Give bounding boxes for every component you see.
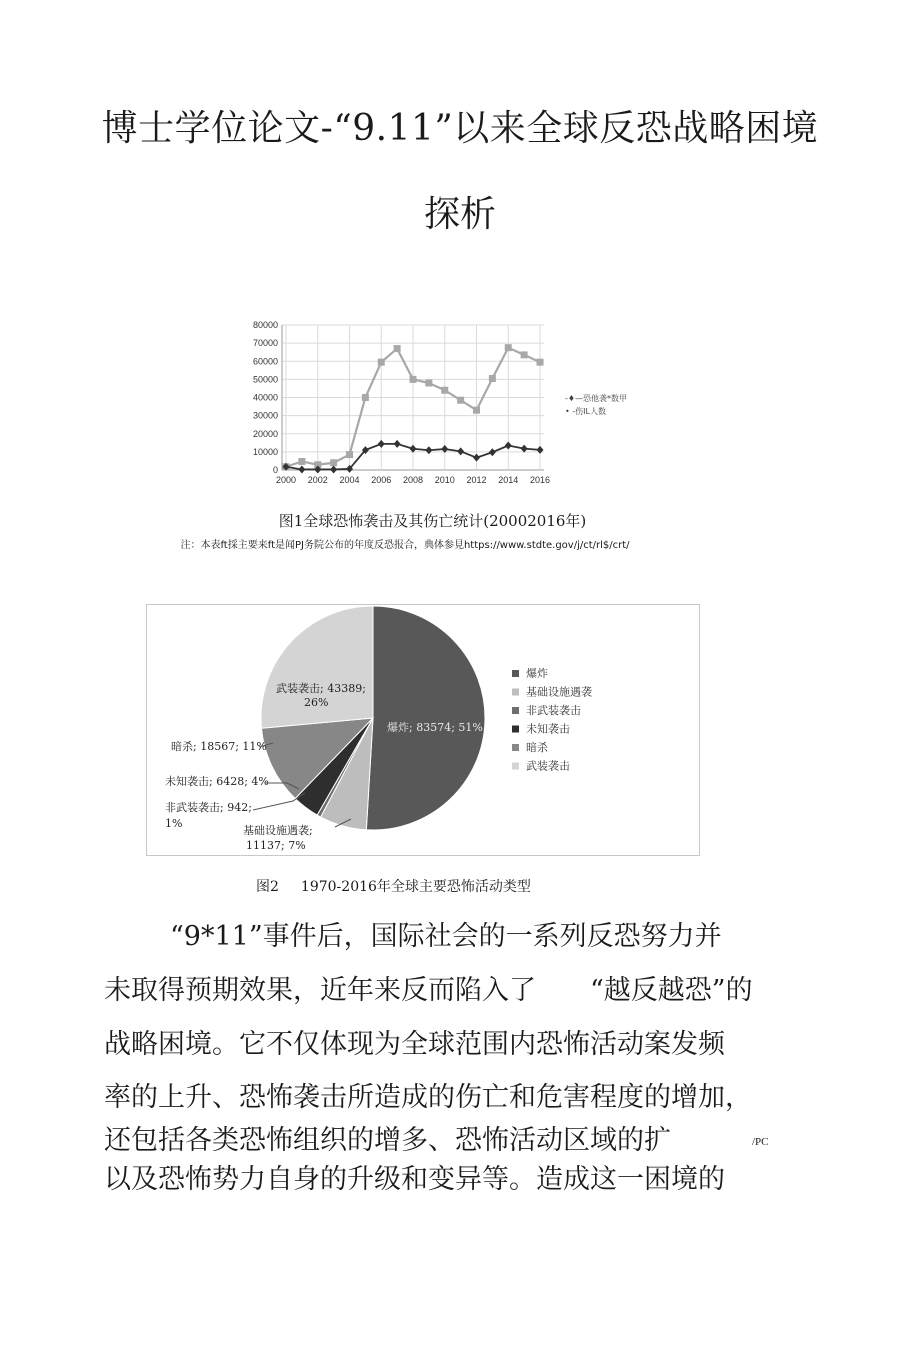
legend-entry: -♦—恐他袭*数甲 (565, 394, 628, 403)
data-point-square (457, 397, 464, 404)
data-point-square (410, 376, 417, 383)
data-point-square (441, 387, 448, 394)
legend-label: 爆炸 (526, 667, 548, 680)
legend-label: 基础设施遇袭 (526, 685, 592, 699)
x-tick-label: 2000 (275, 475, 297, 485)
body-line-4: 率的上升、恐怖袭击所造成的伤亡和危害程度的增加， (104, 1082, 752, 1113)
pie-chart-frame (146, 604, 700, 856)
data-point-diamond (330, 465, 337, 473)
legend-entry: • -伤IL人数 (565, 407, 606, 416)
x-tick-label: 2010 (434, 475, 455, 485)
legend-swatch (512, 670, 519, 677)
y-tick-label: 10000 (252, 446, 278, 457)
legend-label: 暗杀 (526, 741, 548, 754)
legend-swatch (512, 707, 519, 714)
legend-label: 未知袭击 (526, 722, 570, 736)
legend-swatch (512, 726, 519, 733)
paper-title-line2: 探析 (423, 194, 496, 235)
data-point-diamond (537, 446, 544, 454)
pie-data-label: 基础设施遇袭; (243, 824, 313, 837)
line-chart (232, 312, 672, 492)
legend-swatch (512, 689, 519, 696)
paper-title-line1: 博士学位论文-“9.11”以来全球反恐战略困境 (101, 108, 819, 149)
y-tick-label: 80000 (252, 320, 278, 330)
pie-slice (366, 606, 485, 830)
figure2-caption (256, 876, 531, 896)
pie-data-label: 未知袭击; 6428; 4% (165, 775, 269, 788)
y-tick-label: 60000 (252, 356, 278, 367)
data-point-diamond (425, 446, 432, 454)
data-point-diamond (473, 454, 480, 462)
y-tick-label: 50000 (252, 374, 278, 385)
y-tick-label: 70000 (252, 338, 278, 349)
pie-data-label: 非武装袭击; 942; (165, 801, 252, 814)
y-tick-label: 30000 (252, 410, 278, 421)
x-tick-label: 2004 (339, 475, 360, 485)
x-tick-label: 2006 (371, 475, 392, 485)
data-point-diamond (457, 447, 464, 455)
figure2-caption-text: 1970-2016年全球主要恐怖活动类型 (300, 879, 531, 895)
data-point-square (489, 375, 496, 382)
figure1-caption: 图1全球恐怖袭击及其伤亡统计(20002016年) (278, 512, 587, 530)
x-tick-label: 2008 (402, 475, 424, 485)
data-point-diamond (394, 440, 401, 448)
figure1-note: 注：本表ft採主要来ft是闻PJ务院公布的年度反恐报合，典体参見https://www.stdte.gov/j/ct/rl$/crt/ (180, 540, 630, 551)
data-point-square (521, 351, 528, 358)
pie-data-label: 暗杀; 18567; 11% (171, 740, 267, 753)
body-line-6: 以及恐怖势力自身的升级和变异等。造成这一困境的 (104, 1164, 725, 1195)
legend-swatch (512, 763, 519, 770)
data-point-square (473, 407, 480, 414)
pie-data-label: 爆炸; 83574; 51% (387, 721, 483, 734)
data-point-square (362, 394, 369, 401)
data-point-square (330, 459, 337, 466)
body-line-2: 未取得预期效果，近年来反而陷入了 “越反越恐”的 (104, 975, 753, 1006)
x-tick-label: 2012 (466, 475, 487, 485)
pie-data-label: 武装袭击; 43389; (276, 682, 366, 695)
x-tick-label: 2002 (307, 475, 328, 485)
data-point-square (378, 359, 385, 366)
data-point-square (505, 344, 512, 351)
figure2-caption-number: 图2 (256, 879, 279, 895)
data-point-square (394, 345, 401, 352)
y-tick-label: 40000 (252, 392, 278, 403)
body-line-3: 战略困境。它不仅体现为全球范围内恐怖活动案发频 (104, 1029, 725, 1060)
y-tick-label: 20000 (252, 428, 278, 439)
pie-data-label: 26% (304, 696, 329, 709)
x-tick-label: 2016 (529, 475, 551, 485)
data-point-diamond (505, 442, 512, 450)
data-point-diamond (489, 448, 496, 456)
legend-label: 非武装袭击 (526, 704, 581, 717)
x-tick-label: 2014 (498, 475, 519, 485)
y-tick-label: 0 (272, 465, 278, 475)
data-point-square (298, 458, 305, 465)
data-point-square (537, 359, 544, 366)
legend-swatch (512, 744, 519, 751)
data-point-square (346, 451, 353, 458)
legend-label: 武装袭击 (526, 759, 570, 773)
body-fragment: /PC (752, 1136, 769, 1148)
pie-chart (147, 605, 699, 855)
pie-slice (261, 606, 373, 728)
body-line-5: 还包括各类恐怖组织的增多、恐怖活动区域的扩 (104, 1125, 671, 1156)
pie-data-label: 11137; 7% (246, 839, 306, 852)
data-point-diamond (298, 465, 305, 473)
body-line-1: “9*11”事件后，国际社会的一系列反恐努力并 (170, 921, 722, 952)
pie-data-label: 1% (165, 817, 183, 830)
data-point-square (425, 380, 432, 387)
data-point-diamond (378, 440, 385, 448)
